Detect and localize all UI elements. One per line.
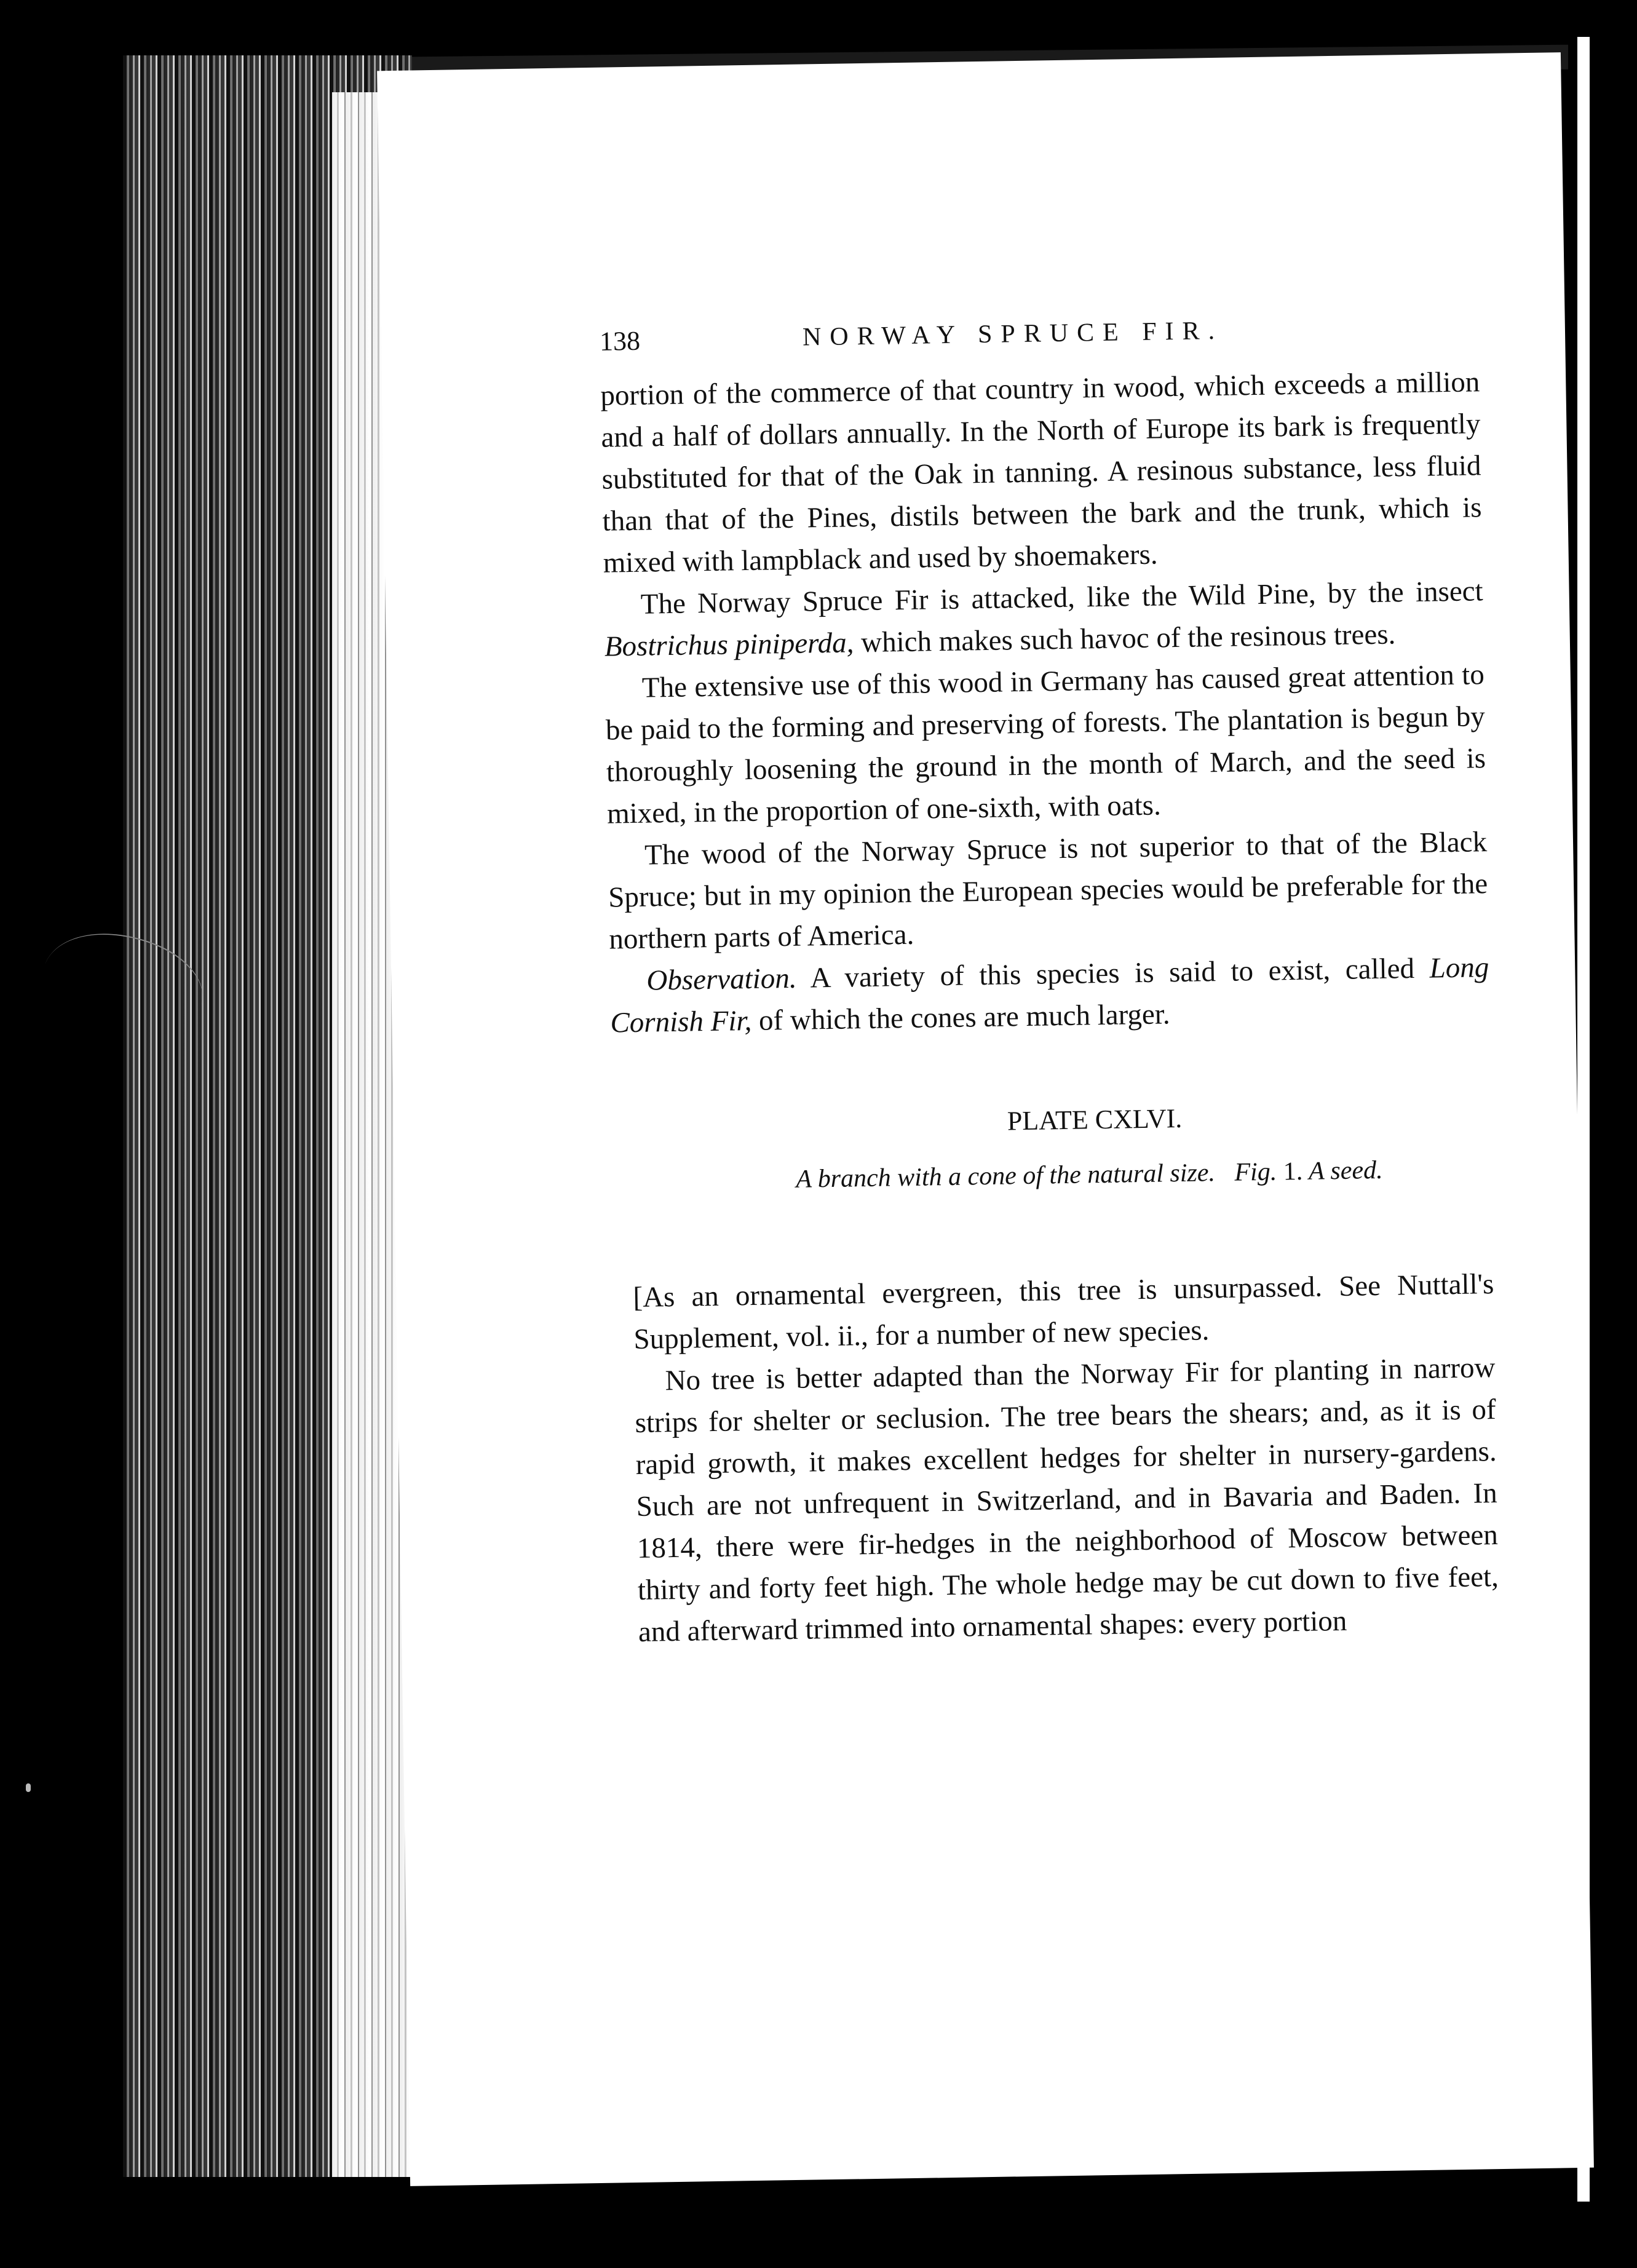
plate-fig-label: Fig.: [1234, 1157, 1277, 1187]
plate-caption-main: A branch with a cone of the natural size.: [795, 1159, 1216, 1194]
paragraph-germany: The extensive use of this wood in Germany has caused great attention to be paid to the forming and preserving of forests. The plantation is begun by thoroughly loosening the ground in the month of March, and the seed is mixed, in the proportion of one-sixth, with oats.: [605, 659, 1486, 830]
page-number: 138: [599, 325, 641, 357]
running-title: NORWAY SPRUCE FIR.: [802, 316, 1224, 352]
book-page: [377, 52, 1594, 2186]
page-content: [600, 312, 1500, 1653]
paragraph-commerce: portion of the commerce of that country in wood, which exceeds a million and a half of dollars annually. In the North of Europe its bark is frequently substituted for that of the Oak in tanning. A resinous substance, less fluid than that of the Pines, distils between the bark and the trunk, which is mixed with lampblack and used by shoemakers.: [600, 366, 1482, 579]
note-paragraph-hedges: No tree is better adapted than the Norway Fir for planting in narrow strips for shelter or seclusion. The tree bears the shears; and, as it is of rapid growth, it makes excellent hedges for shelter in nursery-gardens. Such are not unfrequent in Switzerland, and in Bavaria and Baden. In 1814, there were fir-hedges in the neighborhood of Moscow between thirty and forty feet high. The whole hedge may be cut down to five feet, and afterward trimmed into ornamental shapes: every portion: [635, 1352, 1499, 1648]
dust-speck: [26, 1783, 31, 1792]
insect-species-name: Bostrichus piniperda,: [604, 627, 854, 663]
insect-text-after: which makes such havoc of the resinous trees.: [853, 618, 1396, 659]
note-paragraph-ornamental: [As an ornamental evergreen, this tree is unsurpassed. See Nuttall's Supplement, vol. ii., for a number of new species.: [633, 1268, 1494, 1356]
plate-fig-number: 1.: [1283, 1157, 1303, 1186]
paragraph-observation: [609, 946, 1490, 1044]
observation-label: Observation.: [646, 962, 797, 997]
plate-caption: [612, 1154, 1492, 1197]
plate-title: PLATE CXLVI.: [1007, 1103, 1183, 1136]
editor-note-block: [614, 1263, 1499, 1653]
observation-text-after: of which the cones are much larger.: [751, 998, 1170, 1037]
observation-text-before: A variety of this species is said to exist, called: [796, 952, 1430, 994]
observation-variety-name: Long Cornish Fir,: [610, 951, 1489, 1039]
plate-fig-text: A seed.: [1308, 1156, 1383, 1186]
paragraph-insect: [603, 570, 1484, 667]
insect-text-before: The Norway Spruce Fir is attacked, like the Wild Pine, by the insect: [640, 575, 1484, 621]
paragraph-wood-comparison: The wood of the Norway Spruce is not superior to that of the Black Spruce; but in my opinion the European species would be preferable for the northern parts of America.: [608, 826, 1488, 956]
background-shadow: [1590, 37, 1637, 2202]
